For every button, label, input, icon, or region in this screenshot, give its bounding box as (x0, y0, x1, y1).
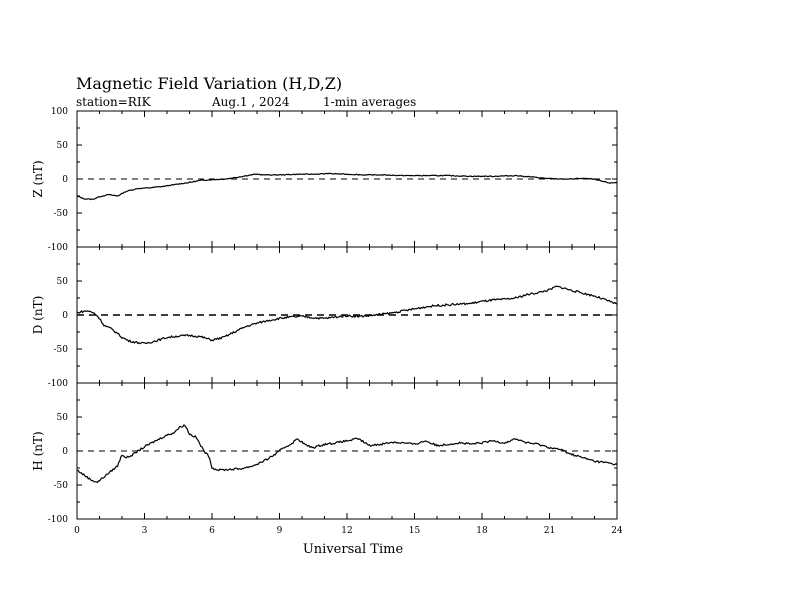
date-label: Aug.1 , 2024 (212, 95, 290, 109)
y-tick-label-h: -100 (47, 515, 68, 525)
y-tick-label-d: 0 (62, 311, 68, 321)
x-tick-label: 24 (611, 526, 623, 536)
y-tick-label-z: 0 (62, 175, 68, 185)
x-tick-label: 3 (141, 526, 148, 536)
y-tick-label-z: -50 (53, 209, 68, 219)
y-tick-label-d: -50 (53, 345, 68, 355)
x-tick-label: 0 (74, 526, 80, 536)
y-tick-label-z: -100 (47, 243, 68, 253)
y-axis-label-z: Z (nT) (31, 160, 45, 198)
y-tick-label-h: 50 (56, 413, 68, 423)
series-line-h (77, 425, 617, 483)
y-axis-label-h: H (nT) (31, 431, 45, 471)
averaging-label: 1-min averages (323, 95, 417, 109)
y-tick-label-d: -100 (47, 379, 68, 389)
chart-title: Magnetic Field Variation (H,D,Z) (76, 74, 343, 93)
x-axis-label: Universal Time (302, 542, 404, 557)
y-tick-label-z: 100 (50, 107, 68, 117)
x-tick-label: 18 (476, 526, 488, 536)
y-tick-label-h: -50 (53, 481, 68, 491)
x-tick-label: 21 (543, 526, 556, 536)
x-tick-label: 15 (408, 526, 421, 536)
series-line-z (77, 173, 617, 199)
y-tick-label-d: 50 (56, 277, 68, 287)
y-tick-label-z: 50 (56, 141, 68, 151)
x-tick-label: 9 (276, 526, 283, 536)
x-tick-label: 12 (341, 526, 353, 536)
y-tick-label-h: 0 (62, 447, 68, 457)
station-label: station=RIK (76, 95, 151, 109)
x-tick-label: 6 (209, 526, 215, 536)
y-axis-label-d: D (nT) (31, 295, 45, 335)
